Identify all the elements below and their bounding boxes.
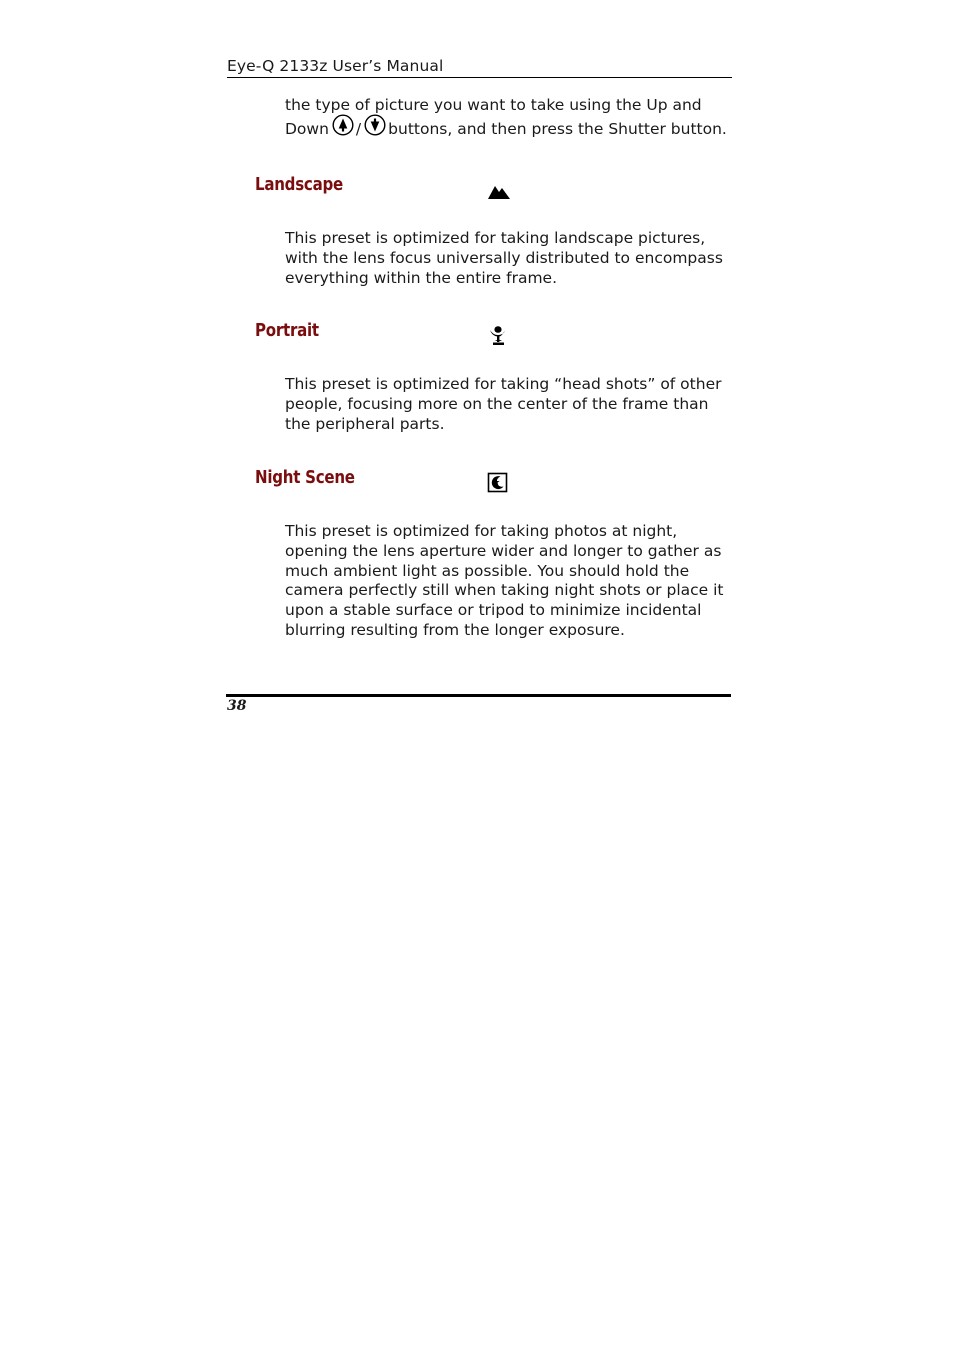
night-scene-heading: Night Scene	[255, 468, 355, 488]
down-arrow-button-icon	[364, 114, 386, 136]
portrait-person-icon	[487, 325, 511, 347]
intro-slash: /	[355, 120, 362, 138]
landscape-heading: Landscape	[255, 175, 343, 195]
intro-line-1: the type of picture you want to take using the Up and	[285, 96, 702, 114]
intro-line-2	[285, 116, 727, 138]
landscape-description: This preset is optimized for taking landscape pictures, with the lens focus universally distributed to encompass everything within the entire frame.	[285, 229, 723, 287]
page-number: 38	[227, 698, 247, 714]
night-scene-description: This preset is optimized for taking photos at night, opening the lens aperture wider and longer to gather as much ambient light as possible. You should hold the camera perfectly still when taking night shots or place it upon a stable surface or tripod to minimize incidental blurring resulting from the longer exposure.	[285, 522, 724, 639]
running-header: Eye-Q 2133z User’s Manual	[227, 57, 444, 75]
header-divider	[227, 77, 732, 78]
night-scene-icon	[487, 472, 511, 494]
intro-down-word: Down	[285, 120, 329, 138]
portrait-heading: Portrait	[255, 321, 319, 341]
mountain-icon	[487, 181, 511, 203]
intro-after-text: buttons, and then press the Shutter button.	[388, 120, 727, 138]
footer-divider	[226, 694, 731, 697]
up-arrow-button-icon	[332, 114, 354, 136]
portrait-description: This preset is optimized for taking “head shots” of other people, focusing more on the center of the frame than the peripheral parts.	[285, 375, 722, 433]
